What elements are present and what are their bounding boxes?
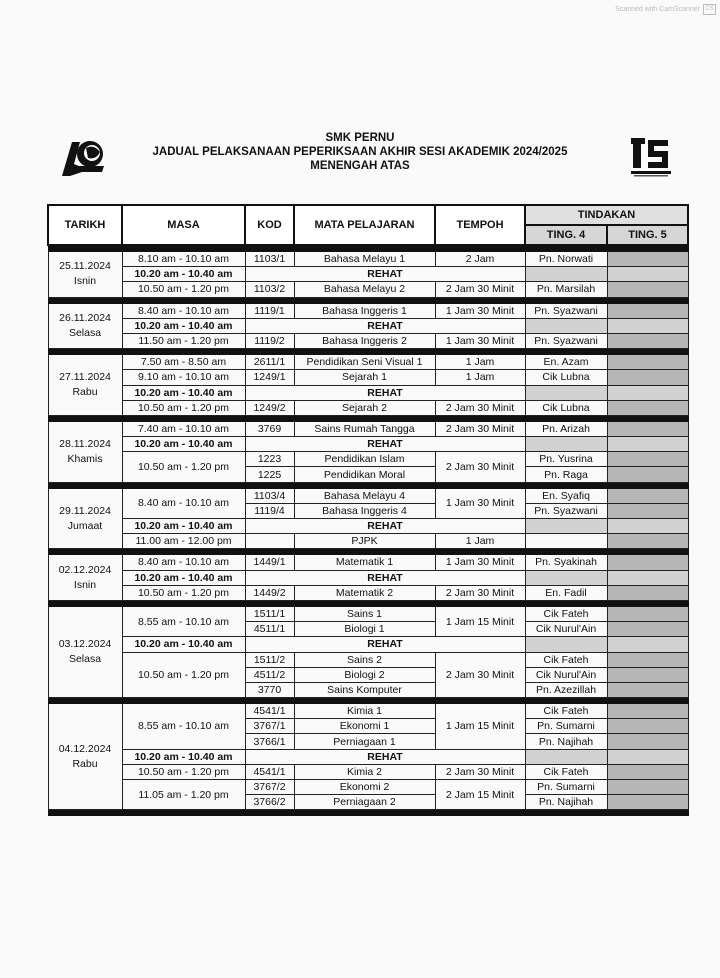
header-tempoh: TEMPOH	[435, 205, 525, 245]
exam-schedule-table	[47, 204, 689, 816]
watermark-text: Scanned with CamScanner	[615, 6, 700, 13]
rehat-row: 10.20 am - 10.40 am REHAT	[48, 385, 688, 400]
table-row: 29.11.2024 Jumaat 8.40 am - 10.10 am 1103/4 Bahasa Melayu 4 1 Jam 30 Minit En. Syafiq	[48, 488, 688, 503]
table-row: 11.50 am - 1.20 pm 1119/2 Bahasa Inggeris 2 1 Jam 30 Minit Pn. Syazwani	[48, 333, 688, 348]
table-row: 10.50 am - 1.20 pm 1249/2 Sejarah 2 2 Jam 30 Minit Cik Lubna	[48, 400, 688, 415]
table-row: 10.50 am - 1.20 pm 1511/2 Sains 2 2 Jam 30 Minit Cik Fateh	[48, 652, 688, 667]
header-kod: KOD	[245, 205, 294, 245]
cs-icon: CS	[703, 4, 716, 15]
table-row: 1225 Pendidikan Moral Pn. Raga	[48, 467, 688, 482]
table-row: 28.11.2024 Khamis 7.40 am - 10.10 am 3769 Sains Rumah Tangga 2 Jam 30 Minit Pn. Arizah	[48, 421, 688, 436]
rehat-row: 10.20 am - 10.40 am REHAT	[48, 570, 688, 585]
rehat-row: 10.20 am - 10.40 am REHAT	[48, 267, 688, 282]
header-tindakan: TINDAKAN	[525, 205, 688, 225]
table-row: 1119/4 Bahasa Inggeris 4 Pn. Syazwani	[48, 503, 688, 518]
header-masa: MASA	[122, 205, 245, 245]
date-cell: 26.11.2024 Selasa	[48, 303, 122, 349]
header-tarikh: TARIKH	[48, 205, 122, 245]
rehat-row: 10.20 am - 10.40 am REHAT	[48, 749, 688, 764]
table-row: 4511/1 Biologi 1 Cik Nurul'Ain	[48, 622, 688, 637]
table-row: 4511/2 Biologi 2 Cik Nurul'Ain	[48, 667, 688, 682]
table-row: 02.12.2024 Isnin 8.40 am - 10.10 am 1449/1 Matematik 1 1 Jam 30 Minit Pn. Syakinah	[48, 555, 688, 570]
rehat-row: 10.20 am - 10.40 am REHAT	[48, 318, 688, 333]
table-row: 25.11.2024 Isnin 8.10 am - 10.10 am 1103/1 Bahasa Melayu 1 2 Jam Pn. Norwati	[48, 252, 688, 267]
table-row: 10.50 am - 1.20 pm 1103/2 Bahasa Melayu 2 2 Jam 30 Minit Pn. Marsilah	[48, 282, 688, 297]
table-row: 10.50 am - 1.20 pm 1223 Pendidikan Islam 2 Jam 30 Minit Pn. Yusrina	[48, 452, 688, 467]
header-ting4: TING. 4	[525, 225, 607, 245]
table-row: 26.11.2024 Selasa 8.40 am - 10.10 am 1119/1 Bahasa Inggeris 1 1 Jam 30 Minit Pn. Syazwani	[48, 303, 688, 318]
document-header	[0, 131, 720, 173]
table-row: 10.50 am - 1.20 pm 4541/1 Kimia 2 2 Jam 30 Minit Cik Fateh	[48, 764, 688, 779]
table-row: 03.12.2024 Selasa 8.55 am - 10.10 am 1511/1 Sains 1 1 Jam 15 Minit Cik Fateh	[48, 606, 688, 621]
table-row: 04.12.2024 Rabu 8.55 am - 10.10 am 4541/1 Kimia 1 1 Jam 15 Minit Cik Fateh	[48, 704, 688, 719]
table-row: 3766/1 Perniagaan 1 Pn. Najihah	[48, 734, 688, 749]
table-row: 3770 Sains Komputer Pn. Azezillah	[48, 682, 688, 697]
header-ting5: TING. 5	[607, 225, 688, 245]
table-row: 11.05 am - 1.20 pm 3767/2 Ekonomi 2 2 Jam 15 Minit Pn. Sumarni	[48, 780, 688, 795]
header-mata-pelajaran: MATA PELAJARAN	[294, 205, 435, 245]
rehat-row: 10.20 am - 10.40 am REHAT	[48, 637, 688, 652]
date-cell: 25.11.2024 Isnin	[48, 252, 122, 298]
date-cell: 04.12.2024 Rabu	[48, 704, 122, 810]
document-subtitle: MENENGAH ATAS	[310, 160, 410, 172]
table-row: 9.10 am - 10.10 am 1249/1 Sejarah 1 1 Jam Cik Lubna	[48, 370, 688, 385]
table-row: 27.11.2024 Rabu 7.50 am - 8.50 am 2611/1 Pendidikan Seni Visual 1 1 Jam En. Azam	[48, 355, 688, 370]
date-cell: 03.12.2024 Selasa	[48, 606, 122, 697]
school-name: SMK PERNU	[325, 132, 395, 144]
date-cell: 02.12.2024 Isnin	[48, 555, 122, 601]
table-row: 11.00 am - 12.00 pm PJPK 1 Jam	[48, 534, 688, 549]
date-cell: 27.11.2024 Rabu	[48, 355, 122, 416]
date-cell: 28.11.2024 Khamis	[48, 421, 122, 482]
date-cell: 29.11.2024 Jumaat	[48, 488, 122, 549]
table-row: 3767/1 Ekonomi 1 Pn. Sumarni	[48, 719, 688, 734]
rehat-row: 10.20 am - 10.40 am REHAT	[48, 519, 688, 534]
document-title: JADUAL PELAKSANAAN PEPERIKSAAN AKHIR SESI AKADEMIK 2024/2025	[152, 146, 568, 158]
table-row: 3766/2 Perniagaan 2 Pn. Najihah	[48, 795, 688, 810]
rehat-row: 10.20 am - 10.40 am REHAT	[48, 437, 688, 452]
scanner-watermark	[615, 4, 716, 15]
table-row: 10.50 am - 1.20 pm 1449/2 Matematik 2 2 Jam 30 Minit En. Fadil	[48, 585, 688, 600]
